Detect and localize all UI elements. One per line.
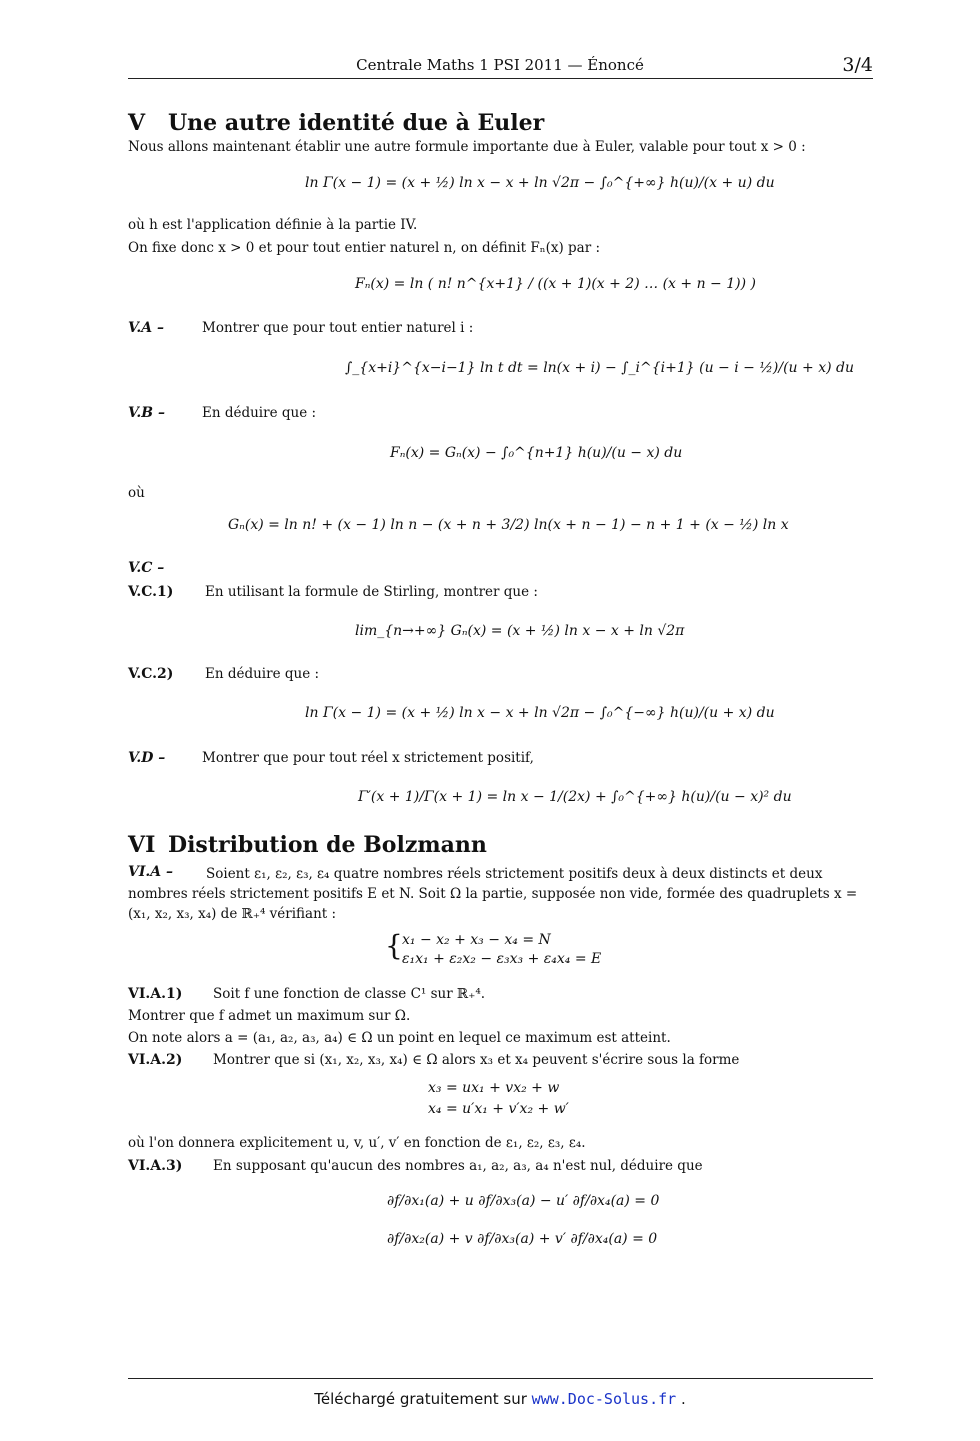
section-6-title: Distribution de Bolzmann (168, 832, 487, 858)
footer-rule (128, 1378, 873, 1379)
question-VIA1-label: VI.A.1) (128, 986, 183, 1002)
question-VC2-label: V.C.2) (128, 666, 174, 682)
page-number: 3/4 (842, 54, 873, 76)
question-VB-equation: Fₙ(x) = Gₙ(x) − ∫₀^{n+1} h(u)/(u − x) du (390, 445, 683, 461)
footer-period: . (680, 1390, 686, 1408)
fn-formula: Fₙ(x) = ln ( n! n^{x+1} / ((x + 1)(x + 2) … (x + n − 1)) ) (355, 276, 756, 292)
question-VD-equation: Γ′(x + 1)/Γ(x + 1) = ln x − 1/(2x) + ∫₀^{+∞} h(u)/(u − x)² du (358, 789, 792, 805)
euler-formula: ln Γ(x − 1) = (x + ½) ln x − x + ln √2π − ∫₀^{+∞} h(u)/(x + u) du (305, 175, 775, 191)
gn-formula: Gₙ(x) = ln n! + (x − 1) ln n − (x + n + 3/2) ln(x + n − 1) − n + 1 + (x − ½) ln x (228, 517, 789, 533)
question-VC2-equation: ln Γ(x − 1) = (x + ½) ln x − x + ln √2π − ∫₀^{−∞} h(u)/(u + x) du (305, 705, 775, 721)
question-VB-label: V.B – (128, 405, 165, 421)
question-VD-text: Montrer que pour tout réel x strictement positif, (202, 750, 534, 766)
footer-link[interactable]: www.Doc-Solus.fr (531, 1390, 677, 1408)
section-6-heading (128, 832, 487, 858)
question-VIA2-label: VI.A.2) (128, 1052, 183, 1068)
section-5-intro: Nous allons maintenant établir une autre formule importante due à Euler, valable pour tout x > 0 : (128, 139, 806, 155)
question-VA-text: Montrer que pour tout entier naturel i : (202, 320, 474, 336)
question-VIA3-equation-2: ∂f/∂x₂(a) + v ∂f/∂x₃(a) + v′ ∂f/∂x₄(a) = 0 (387, 1231, 658, 1247)
question-VB-text: En déduire que : (202, 405, 317, 421)
running-header: Centrale Maths 1 PSI 2011 — Énoncé (356, 56, 644, 74)
question-VIA1-text-2: Montrer que f admet un maximum sur Ω. (128, 1008, 411, 1024)
question-VIA1-text: Soit f une fonction de classe C¹ sur ℝ₊⁴. (213, 986, 486, 1002)
question-VA-label: V.A – (128, 320, 165, 336)
system-equation-2: ε₁x₁ + ε₂x₂ − ε₃x₃ + ε₄x₄ = E (402, 951, 602, 967)
question-VIA-label: VI.A – (128, 864, 174, 880)
question-VIA3-equation-1: ∂f/∂x₁(a) + u ∂f/∂x₃(a) − u′ ∂f/∂x₄(a) = 0 (387, 1193, 660, 1209)
header-rule (128, 78, 873, 79)
h-definition-note: où h est l'application définie à la partie IV. (128, 217, 418, 233)
section-6-number: VI (128, 832, 156, 858)
section-5-title: Une autre identité due à Euler (168, 110, 545, 136)
footer-text: Téléchargé gratuitement sur (314, 1390, 527, 1408)
system-brace: { (385, 929, 403, 962)
question-VC1-equation: lim_{n→+∞} Gₙ(x) = (x + ½) ln x − x + ln √2π (355, 623, 685, 639)
question-VC-label: V.C – (128, 560, 165, 576)
question-VIA3-text: En supposant qu'aucun des nombres a₁, a₂, a₃, a₄ n'est nul, déduire que (213, 1158, 703, 1174)
question-VIA2-equation-2: x₄ = u′x₁ + v′x₂ + w′ (428, 1101, 569, 1117)
ou-text: où (128, 485, 145, 501)
question-VA-equation: ∫_{x+i}^{x−i−1} ln t dt = ln(x + i) − ∫_i^{i+1} (u − i − ½)/(u + x) du (345, 360, 854, 376)
question-VIA2-text: Montrer que si (x₁, x₂, x₃, x₄) ∈ Ω alors x₃ et x₄ peuvent s'écrire sous la forme (213, 1052, 740, 1068)
fn-definition-text: On fixe donc x > 0 et pour tout entier naturel n, on définit Fₙ(x) par : (128, 240, 600, 256)
question-VD-label: V.D – (128, 750, 166, 766)
question-VIA3-label: VI.A.3) (128, 1158, 183, 1174)
system-equation-1: x₁ − x₂ + x₃ − x₄ = N (402, 932, 551, 948)
section-5-number: V (128, 110, 146, 136)
footer (0, 1390, 980, 1408)
question-VC2-text: En déduire que : (205, 666, 320, 682)
question-VIA-paragraph: Soient ε₁, ε₂, ε₃, ε₄ quatre nombres réels strictement positifs deux à deux distincts et deux nombres réels strictement positifs E et N. Soit Ω la partie, supposée non vide, formée des quadruplets x = (x₁, x₂, x₃, x₄) de ℝ₊⁴ vérifiant : (128, 866, 858, 922)
question-VIA2-text-2: où l'on donnera explicitement u, v, u′, v′ en fonction de ε₁, ε₂, ε₃, ε₄. (128, 1135, 586, 1151)
question-VC1-label: V.C.1) (128, 584, 174, 600)
section-5-heading (128, 110, 544, 136)
question-VIA2-equation-1: x₃ = ux₁ + vx₂ + w (428, 1080, 560, 1096)
question-VIA1-text-3: On note alors a = (a₁, a₂, a₃, a₄) ∈ Ω un point en lequel ce maximum est atteint. (128, 1030, 671, 1046)
question-VC1-text: En utilisant la formule de Stirling, montrer que : (205, 584, 538, 600)
